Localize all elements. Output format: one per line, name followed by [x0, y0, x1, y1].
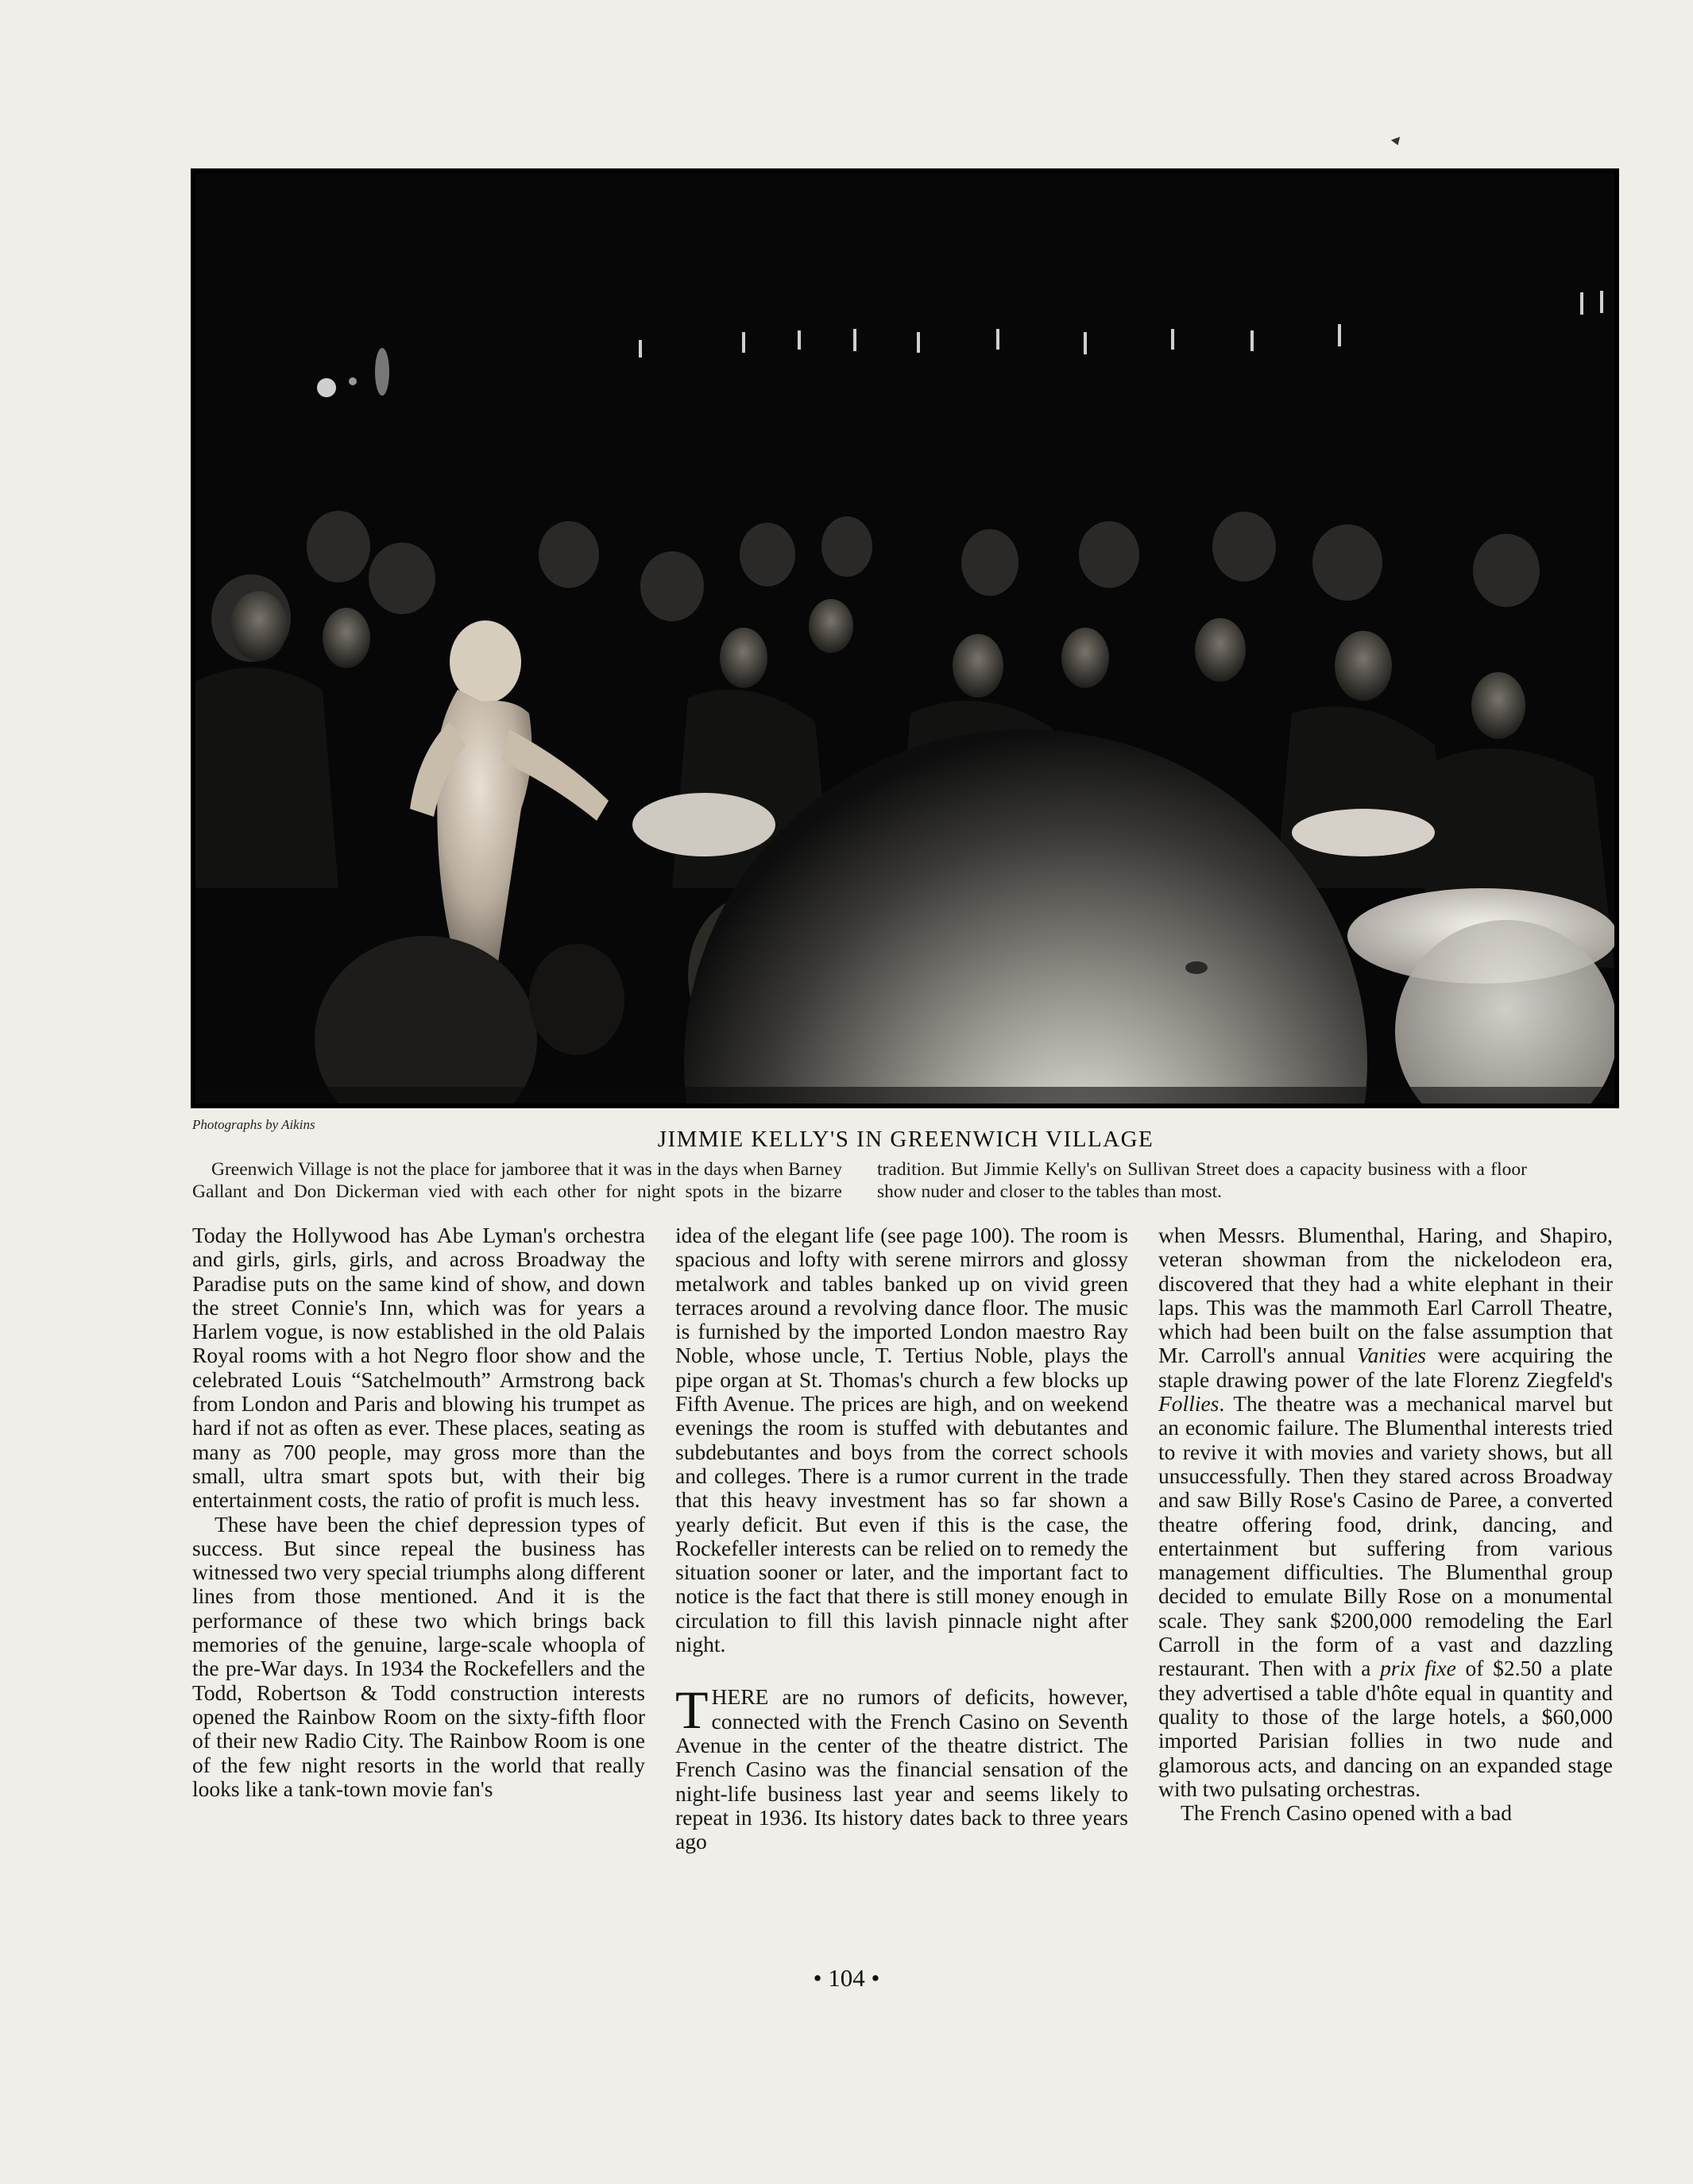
italic-title: Vanities — [1356, 1343, 1427, 1368]
paragraph: These have been the chief depression types of success. But since repeal the business has witnessed two very special triumphs along different lines from those mentioned. And it is the performance of these two which brings back memories of the genuine, large-scale whoopla of the pre-War days. In 1934 the Rockefellers and the Todd, Robertson & Todd construction interests opened the Rainbow Room on the sixty-fifth floor of their new Radio City. The Rainbow Room is one of the few night resorts in the world that really looks like a tank-town movie fan's — [192, 1511, 645, 1801]
text-run: were acquiring the staple drawing power of the late Florenz Ziegfeld's — [1158, 1343, 1613, 1392]
nightclub-photograph — [191, 168, 1619, 1108]
text-run: of $2.50 a plate they advertised a table d'hôte equal in quantity and quality to those of the large hotels, a $60,000 imported Parisian follies in two nude and glamorous acts, and dancing on an expanded stage with two pulsating orchestras. — [1158, 1656, 1613, 1801]
lead-word: HERE — [711, 1684, 769, 1710]
article-column-3 — [1158, 1223, 1613, 1825]
article-column-1 — [192, 1223, 645, 1801]
paragraph: Today the Hollywood has Abe Lyman's orchestra and girls, girls, girls, and across Broadway the Paradise puts on the same kind of show, and down the street Connie's Inn, which was for years a Harlem vogue, is now established in the old Palais Royal rooms with a hot Negro floor show and the celebrated Louis “Satchelmouth” Armstrong back from London and Paris and blowing his trumpet as hard if not as often as ever. These places, seating as many as 700 people, may gross more than the small, ultra smart spots but, with their big entertainment costs, the ratio of profit is much less. — [192, 1223, 645, 1513]
text-run: when Messrs. Blumenthal, Haring, and Shapiro, veteran showman from the nickelodeon era, discovered that they had a white elephant in their laps. This was the mammoth Earl Carroll Theatre, which had been built on the false assumption that Mr. Carroll's annual — [1158, 1223, 1613, 1368]
paragraph — [1158, 1223, 1613, 1801]
photo-headline: JIMMIE KELLY'S IN GREENWICH VILLAGE — [657, 1127, 1154, 1152]
paragraph: The French Casino opened with a bad — [1181, 1800, 1512, 1826]
section-paragraph — [675, 1680, 1128, 1854]
drop-cap: T — [675, 1680, 709, 1741]
paragraph-text: are no rumors of deficits, however, connected with the French Casino on Seventh Avenue in the center of the theatre district. The French Casino was the financial sensation of the night-life business last year and seems likely to repeat in 1936. Its history dates back to three years ago — [675, 1684, 1128, 1854]
photo-caption — [192, 1158, 1527, 1203]
text-run: . The theatre was a mechanical marvel but an economic failure. The Blumenthal interests tried to revive it with movies and variety shows, but all unsuccessfully. Then they stared across Broadway and saw Billy Rose's Casino de Paree, a converted theatre offering food, drink, dancing, and entertainment but suffering from various management difficulties. The Blumenthal group decided to emulate Billy Rose on a monumental scale. They sank $200,000 remodeling the Earl Carroll in the form of a vast and dazzling restaurant. Then with a — [1158, 1391, 1613, 1681]
page-number: • 104 • — [813, 1964, 880, 1992]
caption-text: Greenwich Village is not the place for jamboree that it was in the days when Barney Gallant and Don Dickerman vied with each other for night spots in the bizarre tradition. But Jimmie Kelly's on Sullivan Street does a capacity business with a floor show nuder and closer to the tables than most. — [192, 1159, 1527, 1202]
italic-term: prix fixe — [1380, 1656, 1456, 1681]
article-column-2 — [675, 1223, 1128, 1854]
paragraph: idea of the elegant life (see page 100). The room is spacious and lofty with serene mirrors and glossy metalwork and tables banked up on vivid green terraces around a revolving dance floor. The music is furnished by the imported London maestro Ray Noble, whose uncle, T. Tertius Noble, plays the pipe organ at St. Thomas's church a few blocks up Fifth Avenue. The prices are high, and on weekend evenings the room is stuffed with debutantes and subdebutantes and boys from the correct schools and colleges. There is a rumor current in the trade that this heavy investment has so far shown a yearly deficit. But even if this is the case, the Rockefeller interests can be relied on to remedy the situation sooner or later, and the important fact to notice is the fact that there is still money enough in circulation to fill this lavish pinnacle night after night. — [675, 1223, 1128, 1657]
italic-title: Follies — [1158, 1391, 1220, 1417]
photo-credit: Photographs by Aikins — [192, 1117, 315, 1132]
corner-mark — [1391, 137, 1402, 147]
